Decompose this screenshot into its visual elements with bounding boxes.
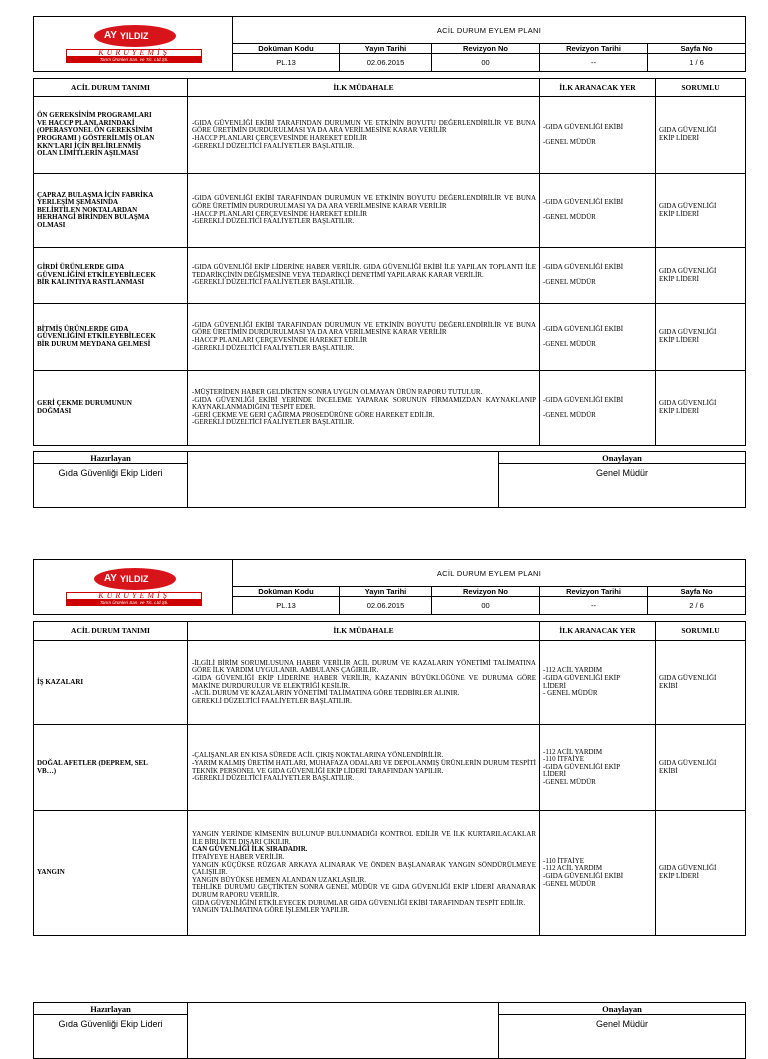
prepared-label: Hazırlayan [34, 452, 188, 464]
rev-no: 00 [432, 54, 540, 72]
call-cell-line: -GIDA GÜVENLİĞİ EKİBİ [543, 324, 624, 333]
call-cell [540, 304, 656, 371]
responsible-cell-line: EKİBİ [659, 681, 678, 690]
approved-by: Genel Müdür [499, 1015, 746, 1059]
approved-by: Genel Müdür [499, 464, 746, 508]
approved-label: Onaylayan [499, 1003, 746, 1015]
situation-cell [34, 371, 188, 446]
situation-cell-line: OLAN LİMİTLERİN AŞILMASI [37, 149, 139, 158]
situation-cell-line: DOĞAL AFETLER (DEPREM, SEL [37, 758, 148, 767]
action-cell-line: -GIDA GÜVENLİĞİ EKİBİ TARAFINDAN DURUMUN VE ETKİNİN BOYUTU DEĞERLENDİRİLİR VE BUNA GÖRE ÜRETİMİN DURDURULMASI YA DA ARA VERİLMESİNE KARAR VERİLİR [192, 194, 536, 210]
situation-cell-line: PROGRAMI ) GÖSTERİLMİŞ OLAN [37, 134, 155, 142]
situation-cell-line: VE HACCP PLANLARINDAKİ [37, 118, 135, 127]
signature-block [33, 451, 746, 508]
situation-cell [34, 811, 188, 936]
action-cell-line: -ÇALIŞANLAR EN KISA SÜREDE ACİL ÇIKIŞ NOKTALARINA YÖNLENDİRİLİR. [192, 751, 444, 760]
responsible-cell-line: EKİP LİDERİ [659, 209, 699, 218]
situation-cell [34, 641, 188, 725]
action-cell [188, 641, 540, 725]
table-row [34, 248, 746, 304]
action-cell-line: TEHLİKE DURUMU GEÇTİKTEN SONRA GENEL MÜDÜR VE GIDA GÜVENLİĞİ EKİP LİDERİ ARANARAK DURUM RAPORU VERİLİR. [192, 883, 536, 899]
action-cell-line: CAN GÜVENLİĞİ İLK SIRADADIR. [192, 845, 308, 854]
call-cell [540, 725, 656, 811]
action-cell-line: -İLGİLİ BİRİM SORUMLUSUNA HABER VERİLİR ACİL DURUM VE KAZALARIN YÖNETİMİ TALİMATINA GÖRE İLK YARDIM UYGULANIR. AMBULANS ÇAĞIRILIR. [192, 658, 536, 675]
emergency-table [33, 78, 746, 446]
call-cell-line: -GIDA GÜVENLİĞİ EKİBİ [543, 198, 624, 207]
call-cell-line: -GENEL MÜDÜR [543, 213, 596, 222]
meta-label-pub-date: Yayın Tarihi [340, 587, 432, 597]
meta-label-rev-no: Revizyon No [432, 44, 540, 54]
col-header-call: İLK ARANACAK YER [540, 622, 656, 641]
doc-code: PL.13 [233, 597, 340, 615]
action-cell-line: -YARIM KALMIŞ ÜRETİM HATLARI, MUHAFAZA ODALARI VE DEPOLANMIŞ ÜRÜNLERİN DURUM TESPİTİ TEKNİK PERSONEL VE GIDA GÜVENLİĞİ EKİP LİDERİ TARAFINDAN YAPILIR. [192, 758, 536, 775]
situation-cell-line: YERLEŞİM ŞEMASINDA [37, 198, 119, 207]
situation-cell-line: KKN'LARI İÇİN BELİRLENMİŞ [37, 141, 141, 150]
company-logo: AY YILDIZ KURUYEMİŞ Tarım Ürünleri San. ve Tic. Ltd.Şti. [34, 17, 233, 72]
action-cell-line: -GIDA GÜVENLİĞİ EKİBİ TARAFINDAN DURUMUN VE ETKİNİN BOYUTU DEĞERLENDİRİLİR VE BUNA GÖRE ÜRETİMİN DURDURULMASI YA DA ARA VERİLMESİNE KARAR VERİLİR [192, 320, 536, 337]
situation-cell-line: GÜVENLİĞİNİ ETKİLEYEBİLECEK [37, 332, 156, 341]
call-cell-line: -GENEL MÜDÜR [543, 137, 596, 146]
call-cell-line: - GENEL MÜDÜR [543, 689, 598, 698]
page-2 [33, 559, 745, 1029]
action-cell-line: YANGIN BÜYÜKSE HEMEN ALANDAN UZAKLAŞILIR. [192, 875, 367, 884]
action-cell-line: -GERİ ÇEKME VE GERİ ÇAĞIRMA PROSEDÜRÜNE GÖRE HAREKET EDİLİR. [192, 410, 435, 419]
action-cell [188, 371, 540, 446]
call-cell-line: LİDERİ [543, 681, 566, 690]
situation-cell [34, 174, 188, 248]
responsible-cell-line: GIDA GÜVENLİĞİ [659, 673, 717, 682]
emergency-table [33, 621, 746, 936]
table-row [34, 811, 746, 936]
approved-label: Onaylayan [499, 452, 746, 464]
col-header-situation: ACİL DURUM TANIMI [34, 79, 188, 97]
action-cell-line: -GIDA GÜVENLİĞİ EKİP LİDERİNE HABER VERİLİR, KAZANIN BÜYÜKLÜĞÜNE VE DURUMA GÖRE MAKİNE DURDURULUR VE ELEKTRİĞİ KESİLİR. [192, 673, 536, 690]
pub-date: 02.06.2015 [340, 54, 432, 72]
action-cell-line: -GEREKLİ DÜZELTİCİ FAALİYETLER BAŞLATILIR. [192, 774, 355, 783]
call-cell-line: -GENEL MÜDÜR [543, 339, 596, 348]
table-row [34, 725, 746, 811]
page-no: 1 / 6 [648, 54, 746, 72]
call-cell-line: -GIDA GÜVENLİĞİ EKİP [543, 762, 620, 771]
call-cell [540, 174, 656, 248]
situation-cell-line: HERHANGİ BİRİNDEN BULAŞMA [37, 213, 150, 222]
action-cell-line: -HACCP PLANLARI ÇERÇEVESİNDE HAREKET EDİLİR [192, 134, 367, 142]
responsible-cell-line: GIDA GÜVENLİĞİ [659, 201, 717, 210]
situation-cell-line: GİRDİ ÜRÜNLERDE GIDA [37, 263, 125, 272]
action-cell [188, 97, 540, 174]
responsible-cell-line: GIDA GÜVENLİĞİ [659, 399, 717, 408]
responsible-cell-line: EKİP LİDERİ [659, 872, 699, 880]
action-cell-line: GEREKLİ DÜZELTİCİ FAALİYETLER BAŞLATILIR. [192, 696, 352, 705]
document-header [33, 16, 746, 72]
logo-oval: AY YILDIZ [94, 568, 176, 590]
responsible-cell-line: GIDA GÜVENLİĞİ [659, 328, 717, 337]
action-cell-line: -GEREKLİ DÜZELTİCİ FAALİYETLER BAŞLATILIR. [192, 141, 355, 150]
call-cell [540, 371, 656, 446]
meta-label-pub-date: Yayın Tarihi [340, 44, 432, 54]
col-header-action: İLK MÜDAHALE [188, 622, 540, 641]
table-row [34, 174, 746, 248]
responsible-cell [656, 97, 746, 174]
responsible-cell-line: EKİP LİDERİ [659, 336, 699, 344]
logo-oval: AY YILDIZ [94, 25, 176, 47]
call-cell-line: LİDERİ [543, 770, 566, 779]
action-cell-line: GIDA GÜVENLİĞİNİ ETKİLEYECEK DURUMLAR GIDA GÜVENLİĞİ EKİBİ TARAFINDAN TESPİT EDİLİR. [192, 898, 526, 907]
action-cell-line: -GIDA GÜVENLİĞİ EKİP LİDERİNE HABER VERİLİR. GIDA GÜVENLİĞİ EKİBİ İLE YAPILAN TOPLANTI İLE TEDARİKÇİNİN DEĞİŞMESİNE VEYA TEDARİKÇİ DENETİMİ YAPILARAK KARAR VERİLİR. [192, 263, 536, 279]
situation-cell-line: ÇAPRAZ BULAŞMA İÇİN FABRİKA [37, 190, 154, 199]
meta-label-rev-date: Revizyon Tarihi [540, 44, 648, 54]
col-header-situation: ACİL DURUM TANIMI [34, 622, 188, 641]
responsible-cell-line: GIDA GÜVENLİĞİ [659, 864, 717, 873]
responsible-cell-line: EKİP LİDERİ [659, 134, 699, 142]
action-cell-line: YANGIN TALİMATINA GÖRE İŞLEMLER YAPILIR. [192, 906, 350, 915]
situation-cell-line: YANGIN [37, 868, 65, 877]
signature-block [33, 1002, 746, 1059]
page-1 [33, 16, 745, 508]
call-cell [540, 641, 656, 725]
prepared-by: Gıda Güvenliği Ekip Lideri [34, 464, 188, 508]
call-cell-line: -GIDA GÜVENLİĞİ EKİBİ [543, 395, 624, 404]
action-cell-line: -HACCP PLANLARI ÇERÇEVESİNDE HAREKET EDİLİR [192, 209, 367, 218]
action-cell-line: -GEREKLİ DÜZELTİCİ FAALİYETLER BAŞLATILIR. [192, 217, 355, 226]
rev-no: 00 [432, 597, 540, 615]
call-cell [540, 811, 656, 936]
page-no: 2 / 6 [648, 597, 746, 615]
action-cell-line: -GIDA GÜVENLİĞİ EKİBİ YERİNDE İNCELEME YAPARAK SORUNUN FİRMAMIZDAN KAYNAKLANIP KAYNAKLANMADIĞINI TESPİT EDER. [192, 395, 536, 412]
responsible-cell-line: GIDA GÜVENLİĞİ [659, 266, 717, 275]
responsible-cell [656, 248, 746, 304]
meta-label-rev-date: Revizyon Tarihi [540, 587, 648, 597]
action-cell [188, 248, 540, 304]
document-header [33, 559, 746, 615]
col-header-call: İLK ARANACAK YER [540, 79, 656, 97]
situation-cell-line: BİR KALINTIYA RASTLANMASI [37, 278, 145, 287]
prepared-by: Gıda Güvenliği Ekip Lideri [34, 1015, 188, 1059]
col-header-responsible: SORUMLU [656, 79, 746, 97]
table-row [34, 371, 746, 446]
call-cell-line: -GIDA GÜVENLİĞİ EKİBİ [543, 872, 624, 880]
call-cell-line: -GENEL MÜDÜR [543, 410, 596, 419]
document-title: ACİL DURUM EYLEM PLANI [233, 17, 746, 44]
call-cell-line: -GIDA GÜVENLİĞİ EKİBİ [543, 263, 624, 272]
doc-code: PL.13 [233, 54, 340, 72]
meta-label-doc-code: Doküman Kodu [233, 587, 340, 597]
situation-cell [34, 97, 188, 174]
col-header-responsible: SORUMLU [656, 622, 746, 641]
call-cell-line: -GENEL MÜDÜR [543, 278, 596, 287]
responsible-cell [656, 304, 746, 371]
company-logo: AY YILDIZ KURUYEMİŞ Tarım Ürünleri San. ve Tic. Ltd.Şti. [34, 560, 233, 615]
call-cell-line: -110 İTFAİYE [543, 856, 585, 865]
situation-cell-line: VB…) [37, 766, 57, 775]
situation-cell [34, 248, 188, 304]
responsible-cell [656, 725, 746, 811]
table-row [34, 97, 746, 174]
action-cell [188, 725, 540, 811]
meta-label-page-no: Sayfa No [648, 587, 746, 597]
situation-cell-line: ÖN GEREKSİNİM PROGRAMLARI [37, 111, 152, 120]
pub-date: 02.06.2015 [340, 597, 432, 615]
action-cell-line: YANGIN KÜÇÜKSE RÜZGAR ARKAYA ALINARAK VE ÖNDEN BAŞLANARAK YANGIN SÖNDÜRÜLMEYE ÇALIŞILIR. [192, 860, 536, 877]
responsible-cell-line: EKİP LİDERİ [659, 274, 699, 283]
responsible-cell-line: GIDA GÜVENLİĞİ [659, 126, 717, 135]
situation-cell-line: İŞ KAZALARI [37, 677, 84, 686]
meta-label-page-no: Sayfa No [648, 44, 746, 54]
prepared-label: Hazırlayan [34, 1003, 188, 1015]
situation-cell-line: OLMASI [37, 220, 66, 229]
situation-cell-line: BELİRTİLEN NOKTALARDAN [37, 205, 138, 214]
rev-date: -- [540, 597, 648, 615]
action-cell [188, 304, 540, 371]
call-cell-line: -GENEL MÜDÜR [543, 879, 596, 888]
call-cell-line: -110 İTFAİYE [543, 755, 585, 764]
action-cell-line: -HACCP PLANLARI ÇERÇEVESİNDE HAREKET EDİLİR [192, 336, 367, 344]
document-title: ACİL DURUM EYLEM PLANI [233, 560, 746, 587]
situation-cell-line: BİTMİŞ ÜRÜNLERDE GIDA [37, 324, 129, 333]
responsible-cell-line: EKİP LİDERİ [659, 407, 699, 415]
situation-cell-line: (OPERASYONEL ÖN GEREKSİNİM [37, 126, 153, 135]
action-cell [188, 811, 540, 936]
call-cell-line: -112 ACİL YARDIM [543, 864, 603, 873]
action-cell-line: -GEREKLİ DÜZELTİCİ FAALİYETLER BAŞLATILIR. [192, 418, 355, 427]
meta-label-doc-code: Doküman Kodu [233, 44, 340, 54]
action-cell-line: YANGIN YERİNDE KİMSENİN BULUNUP BULUNMADIĞI KONTROL EDİLİR VE İLK KURTARILACAKLAR İLE BİRLİKTE DIŞARI ÇIKILIR. [192, 830, 536, 846]
action-cell-line: -MÜŞTERİDEN HABER GELDİKTEN SONRA UYGUN OLMAYAN ÜRÜN RAPORU TUTULUR. [192, 388, 483, 397]
col-header-action: İLK MÜDAHALE [188, 79, 540, 97]
call-cell-line: -GENEL MÜDÜR [543, 777, 596, 786]
situation-cell [34, 304, 188, 371]
action-cell-line: -GIDA GÜVENLİĞİ EKİBİ TARAFINDAN DURUMUN VE ETKİNİN BOYUTU DEĞERLENDİRİLİR VE BUNA GÖRE ÜRETİMİN DURDURULMASI YA DA ARA VERİLMESİNE KARAR VERİLİR [192, 118, 536, 135]
action-cell [188, 174, 540, 248]
action-cell-line: -ACİL DURUM VE KAZALARIN YÖNETİMİ TALİMATINA GÖRE TEDBİRLER ALINIR. [192, 689, 460, 698]
table-row [34, 304, 746, 371]
action-cell-line: -GEREKLİ DÜZELTİCİ FAALİYETLER BAŞLATILIR. [192, 278, 355, 287]
situation-cell-line: GÜVENLİĞİNİ ETKİLEYEBİLECEK [37, 270, 156, 279]
table-row [34, 641, 746, 725]
responsible-cell [656, 811, 746, 936]
responsible-cell [656, 371, 746, 446]
action-cell-line: İTFAİYEYE HABER VERİLİR. [192, 853, 285, 862]
situation-cell-line: GERİ ÇEKME DURUMUNUN [37, 399, 132, 408]
situation-cell-line: BİR DURUM MEYDANA GELMESİ [37, 339, 151, 348]
responsible-cell-line: EKİBİ [659, 766, 678, 775]
responsible-cell [656, 641, 746, 725]
call-cell-line: -112 ACİL YARDIM [543, 666, 603, 675]
rev-date: -- [540, 54, 648, 72]
action-cell-line: -GEREKLİ DÜZELTİCİ FAALİYETLER BAŞLATILIR. [192, 343, 355, 352]
call-cell-line: -112 ACİL YARDIM [543, 747, 603, 756]
call-cell [540, 97, 656, 174]
call-cell-line: -GIDA GÜVENLİĞİ EKİP [543, 673, 620, 682]
responsible-cell-line: GIDA GÜVENLİĞİ [659, 758, 717, 767]
call-cell-line: -GIDA GÜVENLİĞİ EKİBİ [543, 122, 624, 131]
situation-cell-line: DOĞMASI [37, 407, 72, 415]
responsible-cell [656, 174, 746, 248]
call-cell [540, 248, 656, 304]
meta-label-rev-no: Revizyon No [432, 587, 540, 597]
situation-cell [34, 725, 188, 811]
